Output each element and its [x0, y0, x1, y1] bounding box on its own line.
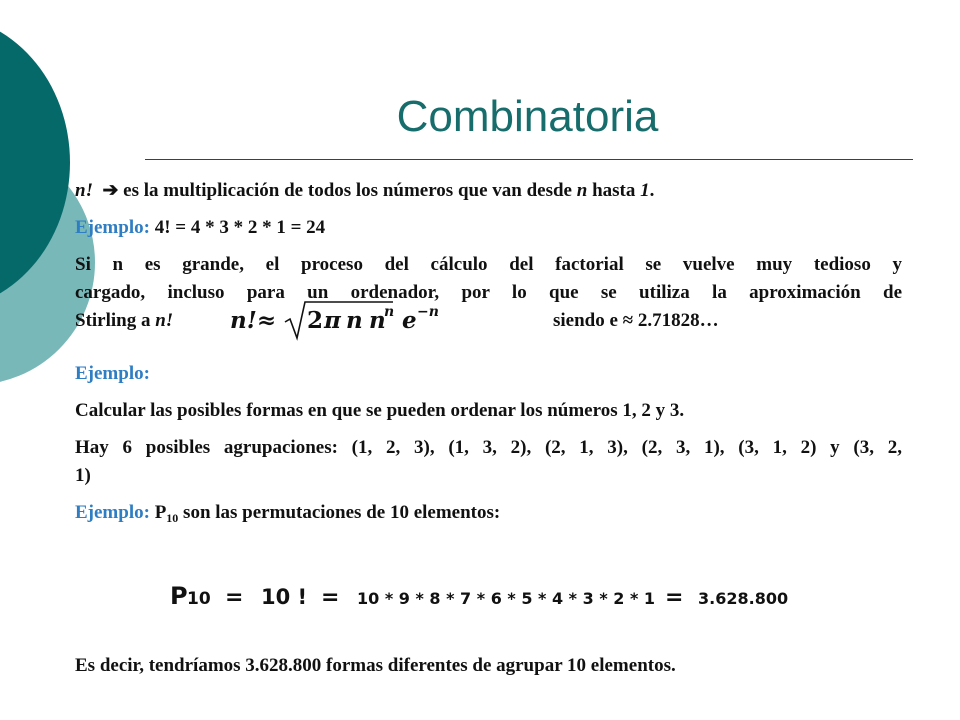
slide-content — [75, 177, 902, 689]
p10-eq2: = — [321, 585, 340, 610]
example-3-label: Ejemplo: — [75, 502, 150, 523]
definition-text-a: es la multiplicación de todos los números que van desde — [118, 180, 577, 201]
p10-eq1: = — [225, 585, 244, 610]
p10-formula — [170, 579, 810, 615]
example-3 — [75, 499, 902, 532]
stirling-line-2: cargado, incluso para un ordenador, por lo que se utiliza la aproximación de — [75, 282, 902, 303]
p10-result: 3.628.800 — [698, 589, 789, 608]
stirling-line-1: Si n es grande, el proceso del cálculo del factorial se vuelve muy tedioso y — [75, 254, 902, 275]
formula-exp-neg: −n — [417, 304, 439, 320]
example-3-rest: son las permutaciones de 10 elementos: — [178, 502, 501, 523]
formula-n2: n — [369, 307, 386, 334]
formula-n1: n — [346, 307, 363, 334]
formula-pi: π — [324, 307, 341, 334]
example-3-p: P — [149, 502, 167, 523]
formula-lhs: n!≈ — [230, 307, 277, 334]
stirling-row — [75, 304, 902, 351]
formula-two: 2 — [307, 307, 324, 334]
example-2-label: Ejemplo: — [75, 363, 150, 384]
title-divider — [145, 159, 913, 160]
p10-product: 10 * 9 * 8 * 7 * 6 * 5 * 4 * 3 * 2 * 1 — [357, 589, 656, 608]
euler-note: siendo e ≈ 2.71828… — [553, 310, 719, 331]
conclusion: Es decir, tendríamos 3.628.800 formas diferentes de agrupar 10 elementos. — [75, 655, 676, 676]
definition-one: 1 — [640, 180, 650, 201]
p10-sub: 10 — [187, 589, 211, 609]
stirling-prefix: Stirling a — [75, 310, 156, 331]
n-factorial-symbol: n! — [75, 180, 93, 201]
example-1 — [75, 214, 902, 242]
p10-p: P — [170, 582, 188, 610]
p10-fact: 10 ! — [261, 585, 308, 609]
factorial-definition — [75, 177, 902, 205]
formula-e: e — [402, 307, 417, 334]
calc-statement: Calcular las posibles formas en que se pueden ordenar los números 1, 2 y 3. — [75, 400, 685, 421]
groupings-line-1: Hay 6 posibles agrupaciones: (1, 2, 3), (1, 3, 2), (2, 1, 3), (2, 3, 1), (3, 1, 2) y (3, 2, — [75, 437, 902, 458]
stirling-nfact: n! — [155, 310, 174, 331]
stirling-label — [75, 307, 173, 335]
definition-end: . — [649, 180, 655, 201]
p10-eq3: = — [665, 585, 684, 610]
definition-n: n — [576, 180, 588, 201]
definition-text-b: hasta — [587, 180, 641, 201]
arrow-icon: ➔ — [102, 180, 119, 201]
example-1-text: 4! = 4 * 3 * 2 * 1 = 24 — [149, 217, 326, 238]
groupings-line-2: 1) — [75, 465, 91, 486]
example-label: Ejemplo: — [75, 217, 150, 238]
example-3-sub: 10 — [166, 511, 179, 525]
slide-title: Combinatoria — [396, 92, 659, 141]
stirling-formula — [227, 298, 467, 342]
formula-exp-n: n — [384, 304, 395, 320]
